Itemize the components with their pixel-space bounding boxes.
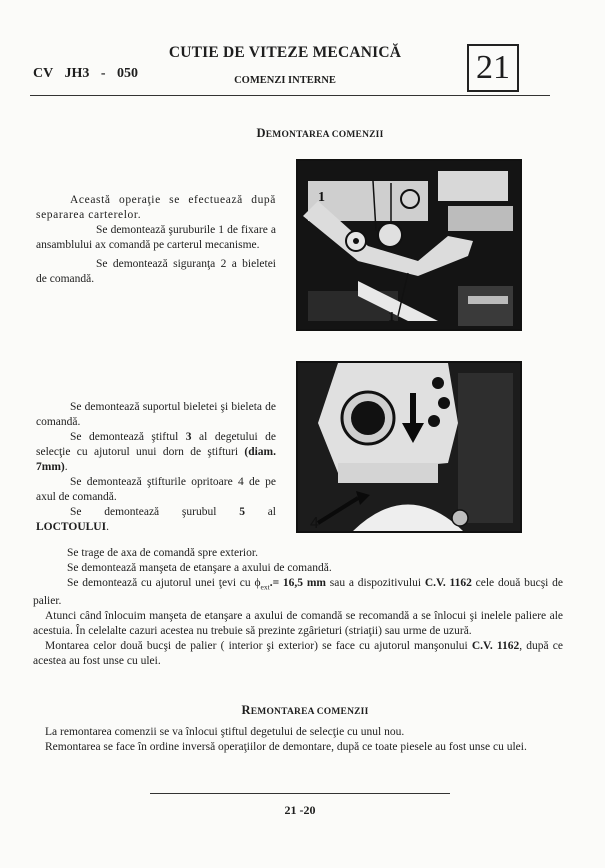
- part-number: 5: [239, 506, 245, 518]
- figure-label: 4: [310, 515, 319, 531]
- text-block-2: [36, 400, 276, 535]
- mechanism-photo-illustration: [298, 161, 520, 329]
- paragraph: Se demontează ştiftul 3 al degetului de selecţie cu ajutorul unui dorn de ştifturi (diam. 7mm).: [36, 431, 277, 473]
- dimension: .= 16,5 mm: [269, 577, 326, 589]
- paragraph: Atunci când înlocuim manşeta de etanşare a axului de comandă se recomandă a se înlocui şi inelele paliere ale acestuia. În celelalte cazuri acestea nu trebuie să prezinte zgârieturi (striaţii) sau urme de uzură.: [33, 610, 563, 638]
- paragraph: Această operaţie se efectuează după separarea carterelor.: [36, 194, 276, 221]
- paragraph: Se demontează şuruburile 1 de fixare a ansamblului ax comandă pe carterul mecanisme.: [36, 224, 276, 251]
- paragraph: La remontarea comenzii se va înlocui ştiftul degetului de selecţie cu unul nou.: [45, 726, 405, 738]
- header-divider: [30, 95, 550, 96]
- figure-photo-1: [296, 159, 522, 331]
- chapter-number-box: 21: [467, 44, 519, 92]
- paragraph: Se demontează siguranţa 2 a bieletei de comandă.: [36, 258, 276, 285]
- mechanism-photo-illustration: [298, 363, 520, 531]
- document-subtitle: COMENZI INTERNE: [234, 75, 336, 86]
- tool-reference: C.V. 1162: [471, 640, 520, 653]
- term: LOCTOULUI: [36, 521, 107, 533]
- footer-divider: [150, 793, 450, 794]
- figure-photo-2: [296, 361, 522, 533]
- paragraph: Se demontează şurubul 5 al LOCTOULUI.: [36, 506, 276, 533]
- document-title: CUTIE DE VITEZE MECANICĂ: [168, 44, 402, 61]
- paragraph: Se demontează manşeta de etanşare a axului de comandă.: [67, 562, 332, 574]
- paragraph: Remontarea se face în ordine inversă operaţiilor de demontare, după ce toate piesele au fost unse cu ulei.: [45, 741, 527, 753]
- paragraph: Se demontează ştifturile opritoare 4 de pe axul de comandă.: [36, 476, 276, 503]
- paragraph: Se demontează cu ajutorul unei ţevi cu $\phi_{ext}.= 16,5$ mm sau a dispozitivului C.V. 1162 cele două bucşi de palier.: [33, 577, 563, 608]
- paragraph: Se trage de axa de comandă spre exterior.: [67, 547, 258, 559]
- dimension: (diam. 7mm): [36, 446, 276, 473]
- paragraph: Montarea celor două bucşi de palier ( interior şi exterior) se face cu ajutorul manşonului C.V. 1162, după ce acestea au fost unse cu ulei.: [33, 640, 563, 668]
- section-heading-remontare: REMONTAREA COMENZII: [241, 703, 369, 717]
- figure-label: 1: [318, 190, 325, 205]
- figure-label: 1: [388, 310, 395, 325]
- section-heading-demontare: DEMONTAREA COMENZII: [256, 126, 384, 140]
- part-number: 3: [185, 431, 192, 443]
- text-block-3: [33, 546, 563, 669]
- text-block-4: [33, 725, 563, 755]
- text-block-1: [36, 193, 276, 287]
- page-number: 21 -20: [284, 803, 316, 817]
- gearbox-code: CV JH3 - 050: [33, 66, 139, 81]
- phi-symbol: ϕ: [254, 577, 261, 589]
- paragraph: Se demontează suportul bieletei şi bieleta de comandă.: [36, 401, 276, 428]
- tool-reference: C.V. 1162: [424, 577, 472, 589]
